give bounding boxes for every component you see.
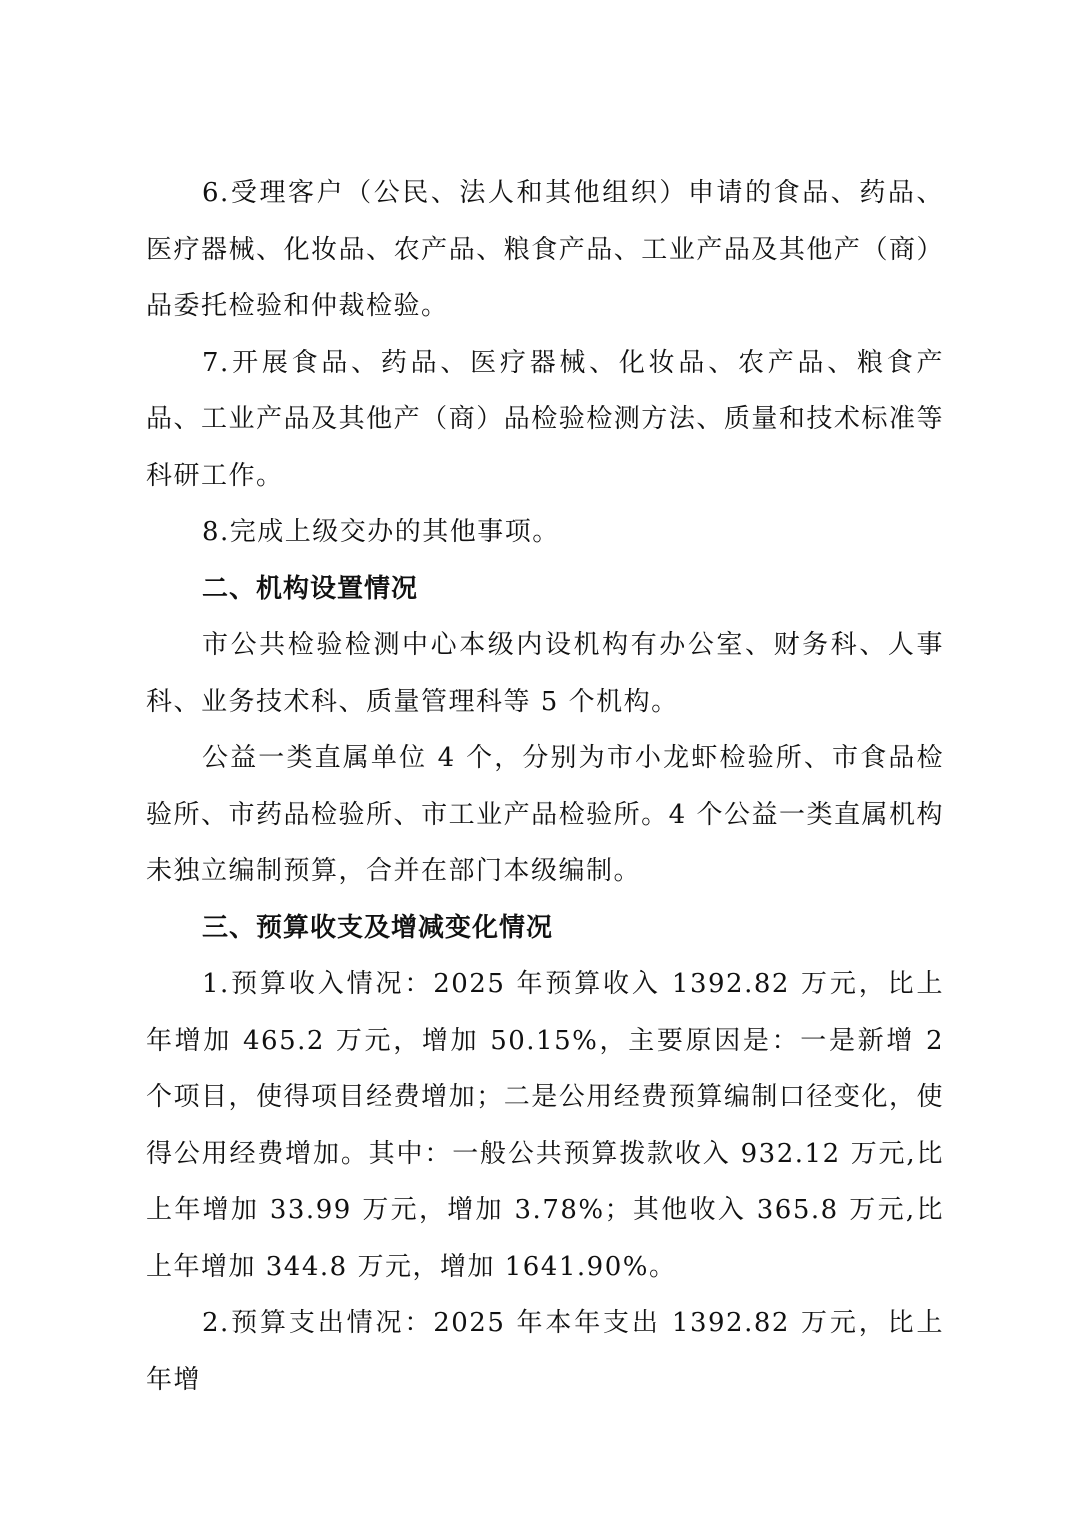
para-budget-income: 1.预算收入情况：2025 年预算收入 1392.82 万元，比上年增加 465.2 万元，增加 50.15%，主要原因是：一是新增 2 个项目，使得项目经费增加；二是公用经费预算编制口径变化，使得公用经费增加。其中：一般公共预算拨款收入 932.12 万元,比上年增加 33.99 万元，增加 3.78%；其他收入 365.8 万元,比上年增加 344.8 万元，增加 1641.90%。: [146, 969, 944, 1282]
para-internal-orgs: 市公共检验检测中心本级内设机构有办公室、财务科、人事科、业务技术科、质量管理科等 5 个机构。: [146, 630, 944, 717]
para-affiliated-units: 公益一类直属单位 4 个，分别为市小龙虾检验所、市食品检验所、市药品检验所、市工业产品检验所。4 个公益一类直属机构未独立编制预算，合并在部门本级编制。: [146, 743, 944, 886]
section-heading-3: 三、预算收支及增减变化情况: [202, 912, 554, 943]
para-budget-expenditure: 2.预算支出情况：2025 年本年支出 1392.82 万元，比上年增: [146, 1308, 944, 1395]
document-body: [146, 165, 944, 1408]
para-item-8: 8.完成上级交办的其他事项。: [202, 517, 560, 547]
para-item-6: 6.受理客户（公民、法人和其他组织）申请的食品、药品、医疗器械、化妆品、农产品、粮食产品、工业产品及其他产（商）品委托检验和仲裁检验。: [146, 178, 944, 321]
section-heading-2: 二、机构设置情况: [202, 573, 419, 604]
para-item-7: 7.开展食品、药品、医疗器械、化妆品、农产品、粮食产品、工业产品及其他产（商）品检验检测方法、质量和技术标准等科研工作。: [146, 347, 944, 491]
